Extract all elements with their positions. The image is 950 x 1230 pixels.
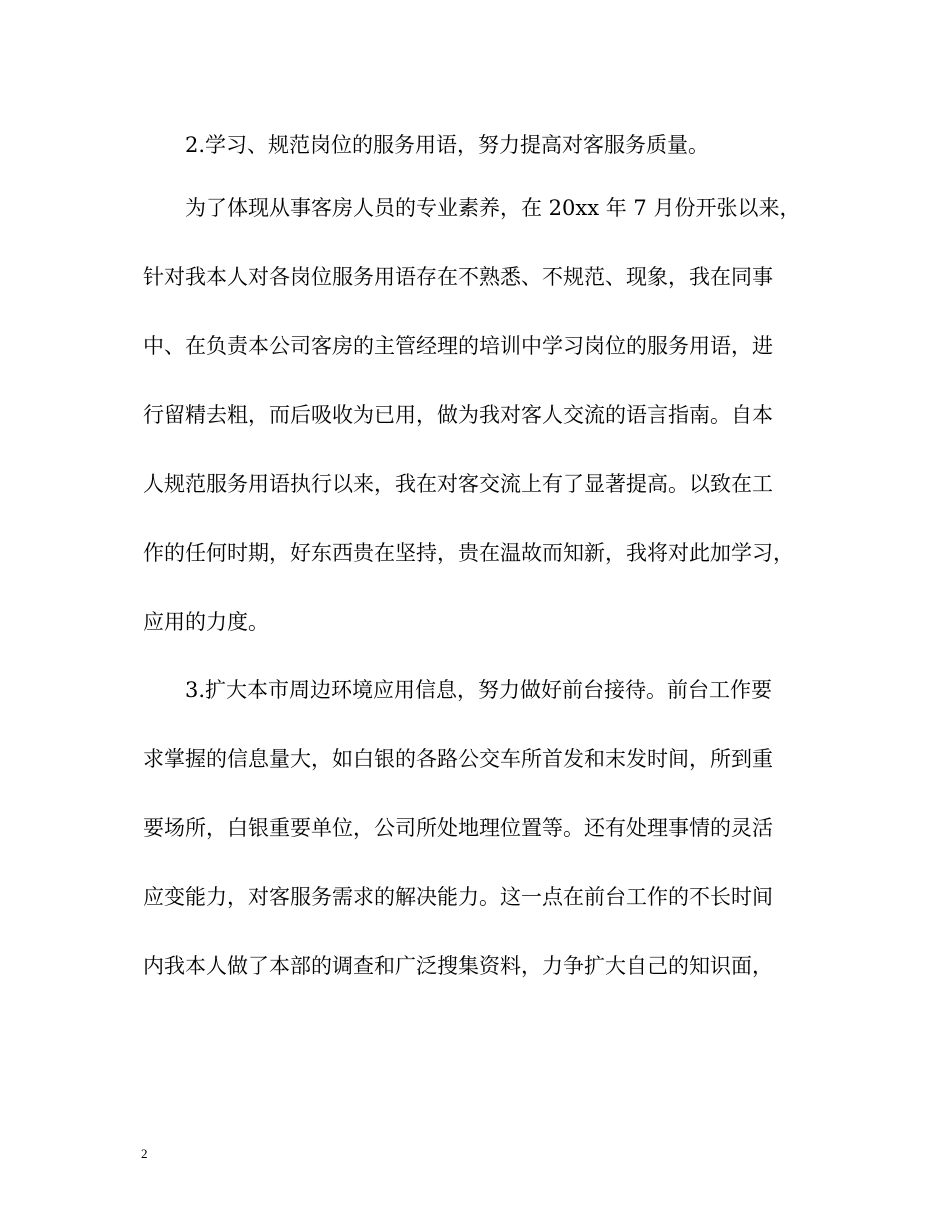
page-number: 2	[141, 1146, 148, 1161]
text-line: 3.扩大本市周边环境应用信息，努力做好前台接待。前台工作要	[185, 678, 773, 702]
text-line: 内我本人做了本部的调查和广泛搜集资料，力争扩大自己的知识面，	[143, 954, 773, 978]
text-line: 作的任何时期，好东西贵在坚持，贵在温故而知新，我将对此加学习，	[143, 541, 794, 565]
text-line: 要场所，白银重要单位，公司所处地理位置等。还有处理事情的灵活	[143, 816, 773, 840]
text-line: 为了体现从事客房人员的专业素养，在 20xx 年 7 月份开张以来，	[185, 196, 801, 220]
text-line: 人规范服务用语执行以来，我在对客交流上有了显著提高。以致在工	[143, 472, 773, 496]
text-line: 应变能力，对客服务需求的解决能力。这一点在前台工作的不长时间	[143, 885, 773, 909]
text-line: 针对我本人对各岗位服务用语存在不熟悉、不规范、现象，我在同事	[143, 265, 773, 289]
text-line: 2.学习、规范岗位的服务用语，努力提高对客服务质量。	[185, 133, 710, 157]
text-line: 求掌握的信息量大，如白银的各路公交车所首发和末发时间，所到重	[143, 747, 773, 771]
text-line: 应用的力度。	[143, 610, 269, 634]
text-line: 中、在负责本公司客房的主管经理的培训中学习岗位的服务用语，进	[143, 334, 773, 358]
text-line: 行留精去粗，而后吸收为已用，做为我对客人交流的语言指南。自本	[143, 403, 773, 427]
